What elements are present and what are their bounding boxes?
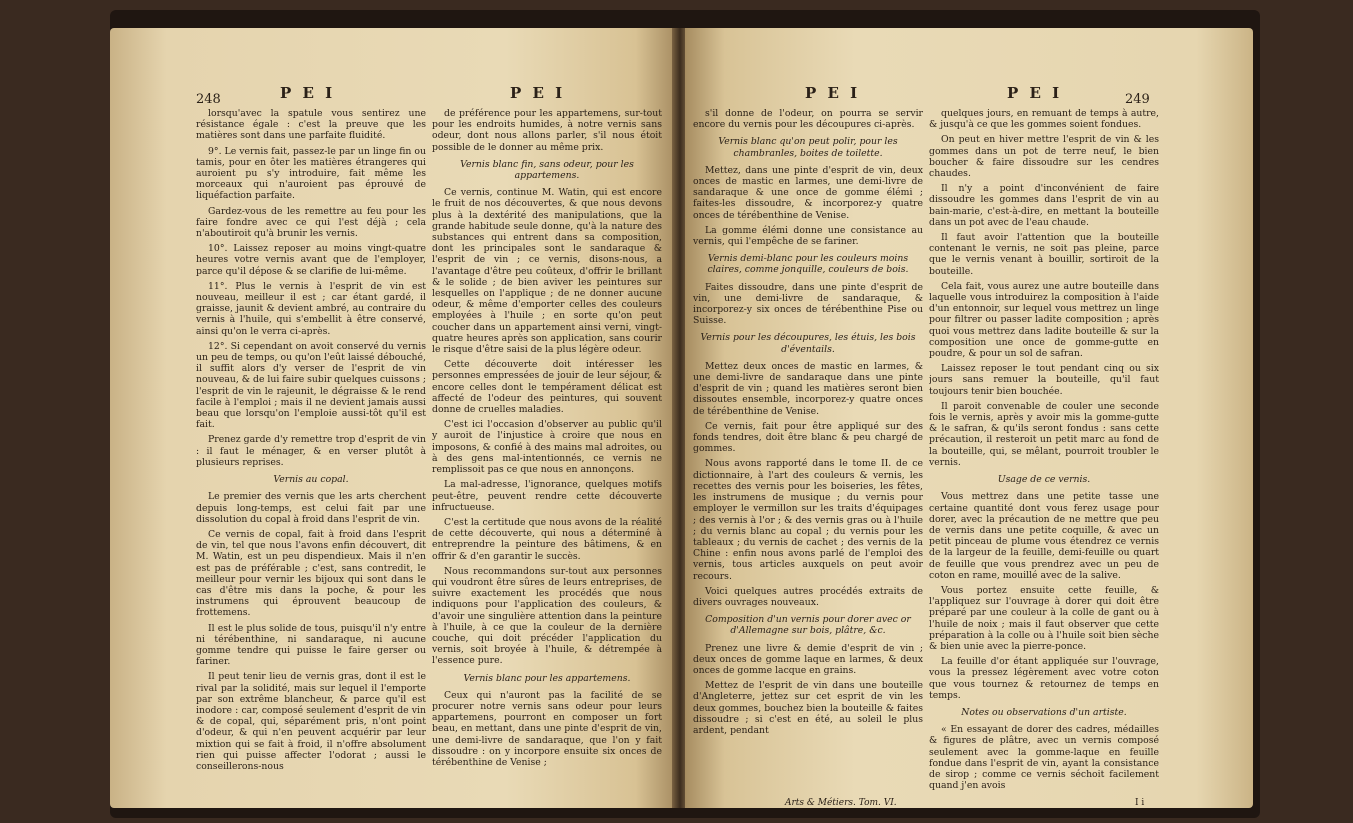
- paragraph: s'il donne de l'odeur, on pourra se servir encore du vernis pour les découpures ci-après.: [693, 108, 923, 131]
- right-page: [685, 28, 1253, 808]
- running-head-right-col2: P E I: [1007, 84, 1063, 102]
- paragraph: Cette découverte doit intéresser les personnes empressées de jouir de leur séjour, & encore celles dont le tempérament délicat est affecté de l'odeur des peintures, qui souvent donne de cruelles maladies.: [432, 359, 662, 416]
- paragraph: Il faut avoir l'attention que la bouteille contenant le vernis, ne soit pas pleine, parce que le vernis venant à bouillir, sortiroit de la bouteille.: [929, 232, 1159, 277]
- paragraph: Mettez deux onces de mastic en larmes, & une demi-livre de sandaraque dans une pinte d'esprit de vin ; quand les matières seront bien dissoutes ensemble, incorporez-y quatre onces de térébenthine de Venise.: [693, 360, 923, 417]
- paragraph: Gardez-vous de les remettre au feu pour les faire fondre avec ce qui l'est déjà ; cela n'aboutiroit qu'à brunir les vernis.: [196, 205, 426, 240]
- paragraph: Laissez reposer le tout pendant cinq ou six jours sans remuer la bouteille, qu'il faut toujours tenir bien bouchée.: [929, 363, 1159, 397]
- section-heading: Vernis blanc fin, sans odeur, pour les appartemens.: [460, 158, 634, 182]
- paragraph: Ce vernis de copal, fait à froid dans l'esprit de vin, tel que nous l'avons enfin découvert, dit M. Watin, est un peu dispendieux. Mais il n'en est pas de préférable ; c'est, sans contredit, le meilleur pour vernir les bijoux qui sont dans le cas d'être mis dans la poche, & pour les instrumens qui éprouvent beaucoup de frottemens.: [196, 528, 426, 619]
- paragraph: Ceux qui n'auront pas la facilité de se procurer notre vernis sans odeur pour leurs appartemens, pourront en composer un fort beau, en mettant, dans une pinte d'esprit de vin, une demi-livre de sandaraque, que l'on y fait dissoudre : on y incorpore ensuite six onces de térébenthine de Venise ;: [432, 689, 662, 768]
- paragraph: Mettez, dans une pinte d'esprit de vin, deux onces de mastic en larmes, une demi-livre de sandaraque & une once de gomme élémi ; faites-les dissoudre, & incorporez-y quatre onces de térébenthine de Venise.: [693, 164, 923, 221]
- paragraph: Nous avons rapporté dans le tome II. de ce dictionnaire, à l'art des couleurs & vernis, les recettes des vernis pour les boiseries, les fêtes, les instrumens de musique ; du vernis pour employer le vermillon sur les traits d'équipages ; des vernis à l'or ; & des vernis gras ou à l'huile ; du vernis blanc au copal ; du vernis pour les tableaux ; du vernis de cachet ; des vernis de la Chine : enfin nous avons parlé de l'emploi des vernis, tous articles auxquels on peut avoir recours.: [693, 458, 923, 582]
- paragraph: Voici quelques autres procédés extraits de divers ouvrages nouveaux.: [693, 585, 923, 608]
- section-heading: Composition d'un vernis pour dorer avec or d'Allemagne sur bois, plâtre, &c.: [705, 614, 911, 637]
- paragraph: 11°. Plus le vernis à l'esprit de vin est nouveau, meilleur il est ; car étant gardé, il graisse, jaunit & devient ambré, au contraire du vernis à l'huile, qui s'embellit à être conservé, ainsi qu'on le verra ci-après.: [196, 280, 426, 337]
- paragraph: Faites dissoudre, dans une pinte d'esprit de vin, une demi-livre de sandaraque, & incorporez-y six onces de térébenthine Pise ou Suisse.: [693, 281, 923, 327]
- paragraph: Ce vernis, fait pour être appliqué sur des fonds tendres, doit être blanc & peu chargé de gommes.: [693, 420, 923, 455]
- paragraph: Il est le plus solide de tous, puisqu'il n'y entre ni térébenthine, ni sandaraque, ni aucune gomme tendre qui puisse le faire gerser ou fariner.: [196, 622, 426, 668]
- section-heading: Vernis pour les découpures, les étuis, les bois d'éventails.: [700, 332, 916, 355]
- paragraph: C'est la certitude que nous avons de la réalité de cette découverte, qui nous a déterminé à entreprendre la peinture des bâtimens, & en offrir & d'en garantir le succès.: [432, 516, 662, 562]
- left-column-1: [196, 108, 426, 798]
- paragraph: « En essayant de dorer des cadres, médailles & figures de plâtre, avec un vernis composé seulement avec la gomme-laque en feuille fondue dans l'esprit de vin, ayant la consistance de sirop ; comme ce vernis séchoit facilement quand j'en avois: [929, 724, 1159, 792]
- paragraph: Prenez garde d'y remettre trop d'esprit de vin : il faut le ménager, & en verser plutôt à plusieurs reprises.: [196, 434, 426, 468]
- signature-mark: I i: [1135, 798, 1145, 808]
- left-page: [110, 28, 675, 808]
- paragraph: Il peut tenir lieu de vernis gras, dont il est le rival par la solidité, mais sur lequel il l'emporte par son extrême blancheur, & parce qu'il est inodore : car, composé seulement d'esprit de vin & de copal, qui, séparément pris, n'ont point d'odeur, & qui n'en peuvent acquérir par leur mixtion qui se fait à froid, il n'offre absolument rien qui puisse affecter l'odorat ; aussi le conseillerons-nous: [196, 671, 426, 772]
- section-heading: Notes ou observations d'un artiste.: [961, 706, 1127, 718]
- open-book: [110, 10, 1260, 818]
- paragraph: Mettez de l'esprit de vin dans une bouteille d'Angleterre, jettez sur cet esprit de vin les deux gommes, bouchez bien la bouteille & faites dissoudre ; si c'est en été, au soleil le plus ardent, pendant: [693, 680, 923, 736]
- page-number-right: 249: [1125, 92, 1150, 107]
- paragraph: 10°. Laissez reposer au moins vingt-quatre heures votre vernis avant que de l'employer, parce qu'il dépose & se clarifie de lui-même.: [196, 243, 426, 277]
- paragraph: de préférence pour les appartemens, sur-tout pour les endroits humides, à notre vernis sans odeur, dont nous allons parler, s'il nous étoit possible de le donner au même prix.: [432, 108, 662, 153]
- paragraph: Vous mettrez dans une petite tasse une certaine quantité dont vous ferez usage pour dorer, avec la précaution de ne mettre que peu de vernis dans une petite coquille, & avec un petit pinceau de plume vous étendrez ce vernis de la largeur de la feuille, demi-feuille ou quart de feuille que vous prendrez avec un peu de coton en rame, mouillé avec de la salive.: [929, 491, 1159, 581]
- paragraph: C'est ici l'occasion d'observer au public qu'il y auroit de l'injustice à croire que nous en imposons, & confié à des mains mal adroites, ou à des gens mal-intentionnés, ce vernis ne remplissoit pas ce que nous en annonçons.: [432, 419, 662, 476]
- paragraph: La mal-adresse, l'ignorance, quelques motifs peut-être, peuvent rendre cette découverte infructueuse.: [432, 479, 662, 513]
- paragraph: Ce vernis, continue M. Watin, qui est encore le fruit de nos découvertes, & que nous devons plus à la dextérité des manipulations, que la grande habitude seule donne, qu'à la nature des substances qui entrent dans sa composition, dont les principales sont le sandaraque & l'esprit de vin ; ce vernis, disons-nous, a l'avantage d'être peu coûteux, d'offrir le brillant & le solide ; de bien aviver les peintures sur lesquelles on l'applique ; de ne donner aucune odeur, & même d'emporter celles des couleurs employées à l'huile ; en sorte qu'on peut coucher dans un appartement ainsi verni, vingt-quatre heures après son application, sans courir le risque d'être saisi de la plus légère odeur.: [432, 187, 662, 356]
- paragraph: Le premier des vernis que les arts cherchent depuis long-temps, est celui fait par une dissolution du copal à froid dans l'esprit de vin.: [196, 491, 426, 525]
- running-head-left-col2: P E I: [510, 84, 566, 102]
- paragraph: 12°. Si cependant on avoit conservé du vernis un peu de temps, ou qu'on l'eût laissé débouché, il suffit alors d'y verser de l'esprit de vin nouveau, & de lui faire subir quelques cuissons ; l'esprit de vin le rajeunit, le dégraisse & le rend facile à l'emploi ; mais il ne devient jamais aussi beau que lorsqu'on l'emploie aussi-tôt qu'il est fait.: [196, 340, 426, 431]
- paragraph: Il paroit convenable de couler une seconde fois le vernis, après y avoir mis la gomme-gutte & le safran, & qu'ils seront fondus : sans cette précaution, il resteroit un petit marc au fond de la bouteille, qui, se mêlant, pourroit troubler le vernis.: [929, 400, 1159, 468]
- footer-volume: Arts & Métiers. Tom. VI.: [785, 798, 897, 808]
- running-head-left-col1: P E I: [280, 84, 336, 102]
- paragraph: La gomme élémi donne une consistance au vernis, qui l'empêche de se fariner.: [693, 224, 923, 248]
- section-heading: Vernis blanc qu'on peut polir, pour les chambranles, boites de toilette.: [718, 136, 898, 159]
- section-heading: Usage de ce vernis.: [997, 474, 1091, 486]
- paragraph: quelques jours, en remuant de temps à autre, & jusqu'à ce que les gommes soient fondues.: [929, 108, 1159, 131]
- paragraph: 9°. Le vernis fait, passez-le par un linge fin ou tamis, pour en ôter les matières étrangeres qui auroient pu s'y introduire, fait même les morceaux qui n'auroient pas éprouvé de liquéfaction parfaite.: [196, 145, 426, 202]
- paragraph: Prenez une livre & demie d'esprit de vin ; deux onces de gomme laque en larmes, & deux onces de gomme lacque en grains.: [693, 642, 923, 676]
- paragraph: On peut en hiver mettre l'esprit de vin & les gommes dans un pot de terre neuf, le bien boucher & faire dissoudre sur les cendres chaudes.: [929, 134, 1159, 180]
- section-heading: Vernis au copal.: [273, 474, 349, 486]
- section-heading: Vernis demi-blanc pour les couleurs moins claires, comme jonquille, couleurs de bois.: [707, 253, 909, 276]
- running-head-right-col1: P E I: [805, 84, 861, 102]
- paragraph: Nous recommandons sur-tout aux personnes qui voudront être sûres de leurs entreprises, de suivre exactement les procédés que nous indiquons pour l'application des couleurs, & d'avoir une singulière attention dans la peinture à l'huile, à ce que la couleur de la dernière couche, qui doit précéder l'application du vernis, soit broyée à l'huile, & détrempée à l'essence pure.: [432, 565, 662, 667]
- paragraph: Vous portez ensuite cette feuille, & l'appliquez sur l'ouvrage à dorer qui doit être préparé par une couleur à la colle de gant ou à l'huile de noix ; mais il faut observer que cette préparation à la colle ou à l'huile soit bien sèche & bien unie avec la pierre-ponce.: [929, 584, 1159, 652]
- page-number-left: 248: [196, 92, 221, 107]
- paragraph: La feuille d'or étant appliquée sur l'ouvrage, vous la pressez légèrement avec votre coton que vous tournez & retournez de temps en temps.: [929, 656, 1159, 701]
- paragraph: lorsqu'avec la spatule vous sentirez une résistance égale : c'est la preuve que les matières sont dans une parfaite fluidité.: [196, 108, 426, 142]
- left-column-2: [432, 108, 662, 798]
- paragraph: Cela fait, vous aurez une autre bouteille dans laquelle vous introduirez la composition à l'aide d'un entonnoir, sur lequel vous mettrez un linge pour filtrer ou passer ladite composition ; après quoi vous mettrez dans ladite bouteille & sur la composition une once de gomme-gutte en poudre, & pour un sol de safran.: [929, 280, 1159, 360]
- paragraph: Il n'y a point d'inconvénient de faire dissoudre les gommes dans l'esprit de vin au bain-marie, c'est-à-dire, en mettant la bouteille dans un pot avec de l'eau chaude.: [929, 183, 1159, 228]
- section-heading: Vernis blanc pour les appartemens.: [463, 672, 631, 684]
- right-column-2: [929, 108, 1159, 798]
- right-column-1: [693, 108, 923, 798]
